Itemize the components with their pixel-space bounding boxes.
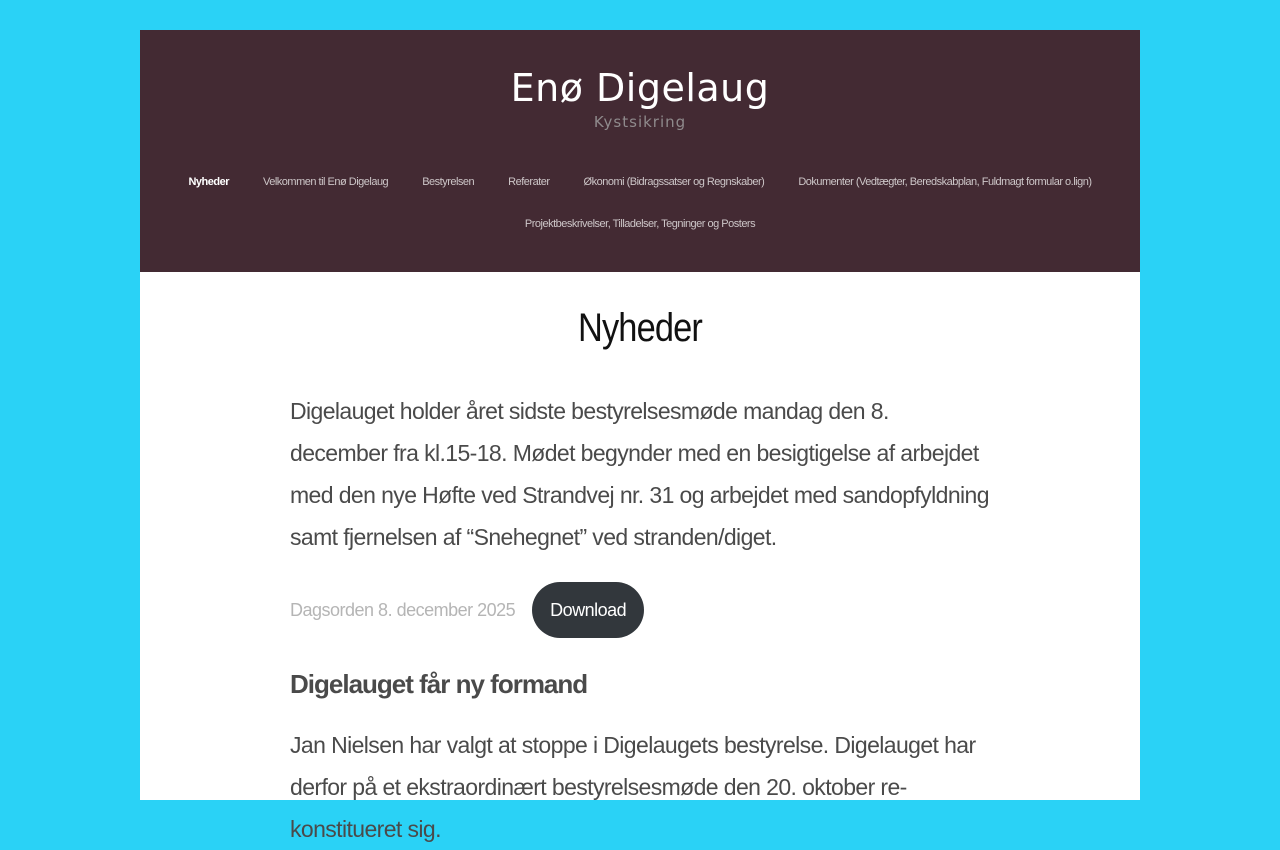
nav-item-dokumenter-vedt-gter-beredskab[interactable]: Dokumenter (Vedtægter, Beredskabplan, Fuldmagt formular o.lign) <box>798 176 1092 188</box>
download-button[interactable]: Download <box>532 582 644 638</box>
section-heading: Digelauget får ny formand <box>290 669 588 699</box>
nav-item-projektbeskrivelser-tilladelse[interactable]: Projektbeskrivelser, Tilladelser, Tegninger og Posters <box>524 218 756 230</box>
nav-item-konomi-bidragssatser-og-regnsk[interactable]: Økonomi (Bidragssatser og Regnskaber) <box>583 176 765 188</box>
nav-item-nyheder[interactable]: Nyheder <box>188 176 229 188</box>
nav-item-referater[interactable]: Referater <box>508 176 550 188</box>
news-paragraph-2: Jan Nielsen har valgt at stoppe i Digelaugets bestyrelse. Digelauget har derfor på et ekstraordinært bestyrelsesmøde den 20. oktober re-konstitueret sig. <box>290 732 976 842</box>
page-container <box>140 30 1140 842</box>
nav-item-bestyrelsen[interactable]: Bestyrelsen <box>422 176 475 188</box>
nav-item-velkommen-til-en-digelaug[interactable]: Velkommen til Enø Digelaug <box>263 176 389 188</box>
news-paragraph: Digelauget holder året sidste bestyrelsesmøde mandag den 8. december fra kl.15-18. Mødet begynder med en besigtigelse af arbejdet med den nye Høfte ved Strandvej nr. 31 og arbejdet med sandopfyldning samt fjernelsen af “Snehegnet” ved stranden/diget. <box>290 398 989 550</box>
file-name-label[interactable]: Dagsorden 8. december 2025 <box>290 599 516 620</box>
site-header <box>140 30 1140 272</box>
file-download-block <box>290 582 644 638</box>
main-content <box>140 272 1140 842</box>
site-tagline: Kystsikring <box>593 113 687 131</box>
page-title: Nyheder <box>577 306 703 350</box>
nav-row-1 <box>140 170 1140 194</box>
site-title[interactable]: Enø Digelaug <box>510 66 770 110</box>
nav-row-2 <box>140 212 1140 236</box>
main-navigation <box>140 170 1140 254</box>
